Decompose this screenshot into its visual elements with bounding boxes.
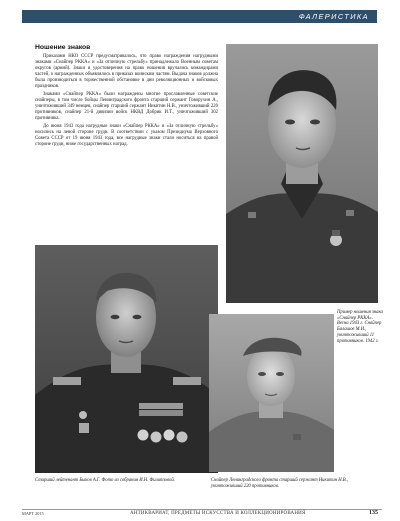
photo-caption-3: Снайпер Ленинградского фронта старший сержант Никитин Н.В., уничтоживший 220 противников. xyxy=(211,478,349,489)
footer-issue: МАРТ 2015 xyxy=(22,511,44,516)
article-paragraph: Знаками «Снайпер РККА» были награждены многие прославленные советские снайперы, в том числе бойцы Ленинградского фронта старший сержант Говорухин А., уничтоживший 349 немцев, снайпер старший сержант Никитин Н.В., уничтоживший 220 противников, снайпер 21-й дивизии войск НКВД Добрик И.Т., уничтоживший 302 противника. xyxy=(35,91,218,122)
article-paragraph: Приказами НКО СССР предусматривалось, что право награждения нагрудными знаками «Снайпер РККА» и «За отличную стрельбу» принадлежало Военным советам округов (армий). Знаки и удостоверения на право ношения вручались командирами частей, о награжденных объявлялось в приказах воинским частям. Выдача знаков должна была производиться в торжественной обстановке в дни революционных и войсковых праздников. xyxy=(35,54,218,90)
rubric-bar xyxy=(22,10,377,23)
article-paragraph: До июня 1943 года нагрудные знаки «Снайпер РККА» и «За отличную стрельбу» носились на левой стороне груди. В соответствии с указом Президиума Верховного Совета СССР от 19 июня 1943 года, все нагрудные знаки стали носиться на правой стороне груди, ниже государственных наград. xyxy=(35,123,218,147)
article-heading: Ношение знаков xyxy=(35,44,91,51)
page-number: 135 xyxy=(369,510,378,516)
rubric-title: ФАЛЕРИСТИКА xyxy=(298,12,369,21)
footer-magazine-title: АНТИКВАРИАТ, ПРЕДМЕТЫ ИСКУССТВА И КОЛЛЕКЦИОНИРОВАНИЯ xyxy=(130,511,306,516)
article-text xyxy=(35,44,218,149)
photo-sniper-field-cap xyxy=(209,314,334,472)
photo-caption-1: Пример ношения знака «Снайпер РККА». Весна 1943 г. Снайпер Балашов М.И., уничтоживший 11 противников. 1942 г. xyxy=(337,310,383,344)
photo-officer-medals xyxy=(35,245,218,473)
photo-caption-2: Старший лейтенант Быков А.Г. Фото из собрания И.Н. Филипповой. xyxy=(35,478,175,483)
photo-sniper-portrait xyxy=(226,44,378,303)
footer-divider xyxy=(22,509,382,510)
